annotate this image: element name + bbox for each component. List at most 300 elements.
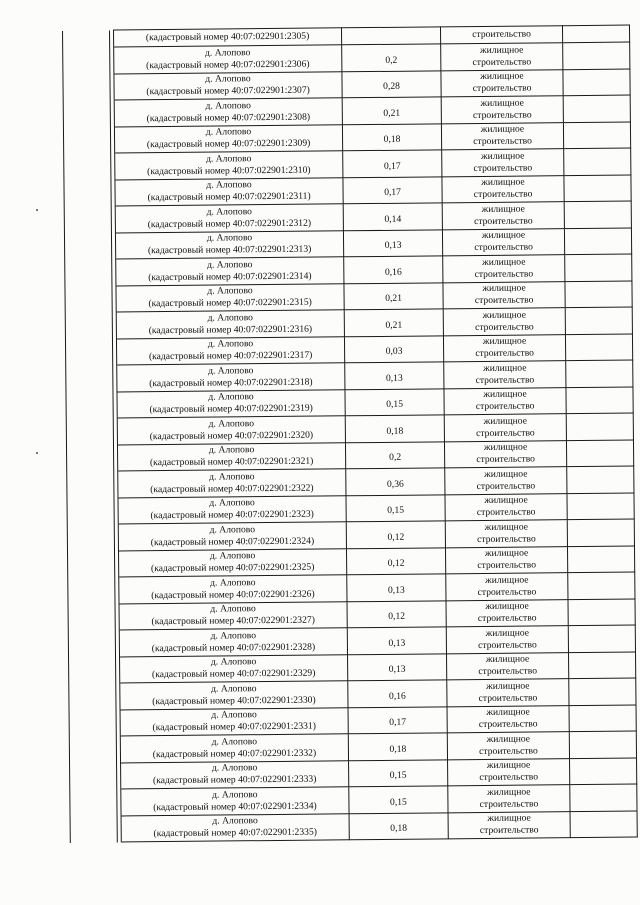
land-parcel-table xyxy=(62,25,638,843)
area-value: 0,18 xyxy=(383,134,401,146)
area-cell xyxy=(343,176,442,203)
parcel-number: (кадастровый номер 40:07:022901:2321) xyxy=(149,455,314,469)
area-cell xyxy=(344,335,443,362)
village-name: д. Алопово xyxy=(205,152,252,165)
area-cell xyxy=(344,256,443,283)
area-cell xyxy=(349,759,448,786)
location-cell xyxy=(120,707,348,736)
purpose-cell xyxy=(446,626,568,654)
empty-cell xyxy=(564,228,631,255)
purpose-line-2: строительство xyxy=(476,506,536,519)
area-cell xyxy=(348,680,447,707)
purpose-line-2: строительство xyxy=(479,745,538,757)
number-column-cell xyxy=(69,710,116,737)
area-value: 0,36 xyxy=(386,478,404,490)
purpose-cell xyxy=(442,175,564,203)
village-name: д. Алопово xyxy=(209,470,255,483)
area-value: 0,28 xyxy=(383,81,401,93)
purpose-line-2: строительство xyxy=(477,612,537,625)
village-name: д. Алопово xyxy=(210,656,257,668)
number-column-cell xyxy=(69,657,116,684)
purpose-line-1: жилищное xyxy=(479,44,524,56)
village-name: д. Алопово xyxy=(206,232,253,244)
empty-cell xyxy=(568,599,635,626)
purpose-cell xyxy=(445,493,567,521)
purpose-cell xyxy=(447,679,569,707)
empty-cell xyxy=(567,519,634,546)
purpose-cell xyxy=(442,228,564,256)
location-cell xyxy=(118,548,346,577)
area-value: 0,16 xyxy=(388,690,406,702)
location-cell xyxy=(121,760,349,789)
area-cell xyxy=(346,494,445,521)
number-column-cell xyxy=(65,339,112,366)
area-value: 0,21 xyxy=(383,107,401,119)
village-name: д. Алопово xyxy=(205,73,251,85)
location-cell xyxy=(114,98,342,127)
number-column-cell xyxy=(64,206,111,233)
village-name: д. Алопово xyxy=(205,99,251,112)
parcel-number: (кадастровый номер 40:07:022901:2327) xyxy=(151,614,315,628)
empty-cell xyxy=(564,148,631,175)
area-cell xyxy=(344,309,443,336)
parcel-number: (кадастровый номер 40:07:022901:2324) xyxy=(150,535,315,548)
empty-cell xyxy=(563,95,630,122)
number-column-cell xyxy=(63,74,110,101)
purpose-cell xyxy=(446,599,568,627)
parcel-number: (кадастровый номер 40:07:022901:2309) xyxy=(146,137,311,151)
purpose-line-2: строительство xyxy=(478,639,537,651)
purpose-line-2: строительство xyxy=(478,665,538,678)
area-value: 0,13 xyxy=(387,584,405,596)
purpose-line-2: строительство xyxy=(479,798,539,810)
number-column-cell xyxy=(70,816,117,843)
purpose-line-1: жилищное xyxy=(483,362,527,374)
number-column-cell xyxy=(66,445,113,472)
area-value: 0,21 xyxy=(385,292,403,305)
location-cell xyxy=(114,45,342,74)
empty-cell xyxy=(564,175,631,202)
number-column-cell xyxy=(70,789,117,816)
purpose-cell xyxy=(444,361,566,389)
parcel-number: (кадастровый номер 40:07:022901:2317) xyxy=(148,349,313,363)
number-column-cell xyxy=(69,736,116,763)
area-cell xyxy=(347,627,446,654)
location-cell xyxy=(118,495,346,524)
village-name: д. Алопово xyxy=(211,735,258,748)
purpose-line-2: строительство xyxy=(479,771,539,784)
number-column-cell xyxy=(67,498,114,525)
purpose-line-1: жилищное xyxy=(487,786,531,798)
empty-cell xyxy=(568,572,635,599)
parcel-number: (кадастровый номер 40:07:022901:2333) xyxy=(152,773,317,787)
purpose-line-1: жилищное xyxy=(482,282,526,295)
location-cell xyxy=(114,71,342,100)
empty-cell xyxy=(566,440,633,467)
village-name: д. Алопово xyxy=(211,709,257,721)
empty-cell xyxy=(569,731,636,758)
empty-cell xyxy=(567,466,634,493)
number-column-cell xyxy=(63,30,110,47)
purpose-line-2: строительство xyxy=(477,559,537,572)
purpose-cell xyxy=(443,281,565,309)
number-column-cell xyxy=(63,127,110,154)
area-value: 0,03 xyxy=(385,345,403,358)
area-cell xyxy=(341,27,440,45)
purpose-line-2: строительство xyxy=(473,162,533,174)
parcel-cell xyxy=(114,28,342,47)
purpose-line-2: строительство xyxy=(477,533,536,545)
empty-cell xyxy=(565,307,632,334)
purpose-line-1: жилищное xyxy=(480,70,524,83)
purpose-line-2: строительство xyxy=(475,347,534,360)
purpose-line-1: жилищное xyxy=(482,309,526,321)
village-name: д. Алопово xyxy=(209,497,255,509)
empty-cell xyxy=(569,705,636,732)
area-value: 0,16 xyxy=(384,266,402,278)
village-name: д. Алопово xyxy=(210,629,257,642)
empty-cell xyxy=(565,281,632,308)
area-value: 0,21 xyxy=(385,319,403,331)
purpose-line-1: жилищное xyxy=(481,229,526,242)
location-cell xyxy=(114,124,342,153)
purpose-line-2: строительство xyxy=(472,28,531,41)
village-name: д. Алопово xyxy=(205,126,252,138)
purpose-line-1: жилищное xyxy=(480,97,524,109)
purpose-cell xyxy=(443,255,565,283)
purpose-line-1: жилищное xyxy=(484,521,529,533)
area-value: 0,17 xyxy=(384,187,402,199)
parcel-number: (кадастровый номер 40:07:022901:2332) xyxy=(152,747,317,760)
empty-cell xyxy=(563,122,630,149)
empty-cell xyxy=(570,758,637,785)
village-name: д. Алопово xyxy=(209,523,256,536)
area-cell xyxy=(346,468,445,495)
location-cell xyxy=(118,522,346,551)
village-name: д. Алопово xyxy=(208,444,255,456)
empty-cell xyxy=(563,42,630,69)
empty-cell xyxy=(568,652,635,679)
purpose-line-1: жилищное xyxy=(480,150,525,162)
empty-cell xyxy=(567,493,634,520)
empty-cell xyxy=(570,811,637,838)
number-column-cell xyxy=(68,577,115,604)
purpose-line-2: строительство xyxy=(472,56,532,68)
purpose-cell xyxy=(447,705,569,733)
purpose-line-1: жилищное xyxy=(484,494,528,507)
village-name: д. Алопово xyxy=(209,550,256,562)
purpose-line-1: жилищное xyxy=(482,335,527,348)
number-column-cell xyxy=(66,418,113,445)
village-name: д. Алопово xyxy=(210,576,256,589)
purpose-line-1: жилищное xyxy=(480,123,525,136)
area-value: 0,15 xyxy=(386,398,404,411)
parcel-number: (кадастровый номер 40:07:022901:2329) xyxy=(151,667,316,681)
location-cell xyxy=(120,734,348,763)
area-cell xyxy=(349,786,448,813)
purpose-line-1: жилищное xyxy=(486,759,531,772)
parcel-number: (кадастровый номер 40:07:022901:2316) xyxy=(148,323,313,336)
location-cell xyxy=(115,230,343,259)
area-value: 0,17 xyxy=(389,716,407,729)
location-cell xyxy=(120,654,348,683)
parcel-number: (кадастровый номер 40:07:022901:2323) xyxy=(150,508,314,522)
purpose-line-1: жилищное xyxy=(485,653,530,666)
location-cell xyxy=(115,151,343,180)
location-cell xyxy=(116,257,344,286)
purpose-line-1: жилищное xyxy=(485,574,529,586)
purpose-cell xyxy=(440,26,562,44)
area-value: 0,13 xyxy=(388,637,406,649)
area-cell xyxy=(342,70,441,97)
parcel-number: (кадастровый номер 40:07:022901:2313) xyxy=(147,243,312,257)
number-column-cell xyxy=(65,286,112,313)
purpose-line-2: строительство xyxy=(474,241,533,254)
parcel-number: (кадастровый номер 40:07:022901:2311) xyxy=(147,190,311,204)
number-column-cell xyxy=(65,312,112,339)
land-parcel-table-body xyxy=(63,25,638,842)
location-cell xyxy=(116,336,344,365)
parcel-number: (кадастровый номер 40:07:022901:2325) xyxy=(150,561,315,575)
purpose-line-2: строительство xyxy=(473,135,532,148)
purpose-line-2: строительство xyxy=(473,215,533,227)
village-name: д. Алопово xyxy=(208,364,254,377)
area-cell xyxy=(342,44,441,71)
parcel-number: (кадастровый номер 40:07:022901:2308) xyxy=(146,111,311,124)
empty-cell xyxy=(565,334,632,361)
number-column-cell xyxy=(68,604,115,631)
purpose-line-2: строительство xyxy=(472,109,532,121)
area-cell xyxy=(343,229,442,256)
purpose-line-2: строительство xyxy=(475,400,535,413)
village-name: д. Алопово xyxy=(211,682,257,695)
purpose-line-1: жилищное xyxy=(486,680,530,692)
empty-cell xyxy=(566,387,633,414)
location-cell xyxy=(118,469,346,498)
parcel-number: (кадастровый номер 40:07:022901:2312) xyxy=(147,217,312,230)
location-cell xyxy=(120,681,348,710)
purpose-cell xyxy=(441,69,563,97)
area-cell xyxy=(348,706,447,733)
area-value: 0,13 xyxy=(384,240,402,252)
purpose-cell xyxy=(448,785,570,813)
area-cell xyxy=(342,97,441,124)
number-column-cell xyxy=(66,392,113,419)
area-value: 0,2 xyxy=(385,54,398,66)
area-cell xyxy=(342,123,441,150)
purpose-line-2: строительство xyxy=(473,188,533,201)
purpose-line-1: жилищное xyxy=(484,468,528,480)
purpose-line-2: строительство xyxy=(474,294,534,307)
area-value: 0,15 xyxy=(389,796,407,808)
empty-cell xyxy=(567,546,634,573)
purpose-line-1: жилищное xyxy=(485,600,529,613)
parcel-number: (кадастровый номер 40:07:022901:2322) xyxy=(150,482,314,495)
number-column-cell xyxy=(67,471,114,498)
area-cell xyxy=(345,362,444,389)
location-cell xyxy=(116,310,344,339)
number-column-cell xyxy=(69,683,116,710)
location-cell xyxy=(115,177,343,206)
purpose-cell xyxy=(441,43,563,71)
area-cell xyxy=(345,441,444,468)
purpose-cell xyxy=(444,387,566,415)
empty-cell xyxy=(568,625,635,652)
empty-cell xyxy=(566,360,633,387)
location-cell xyxy=(115,204,343,233)
area-value: 0,13 xyxy=(385,372,403,384)
parcel-number: (кадастровый номер 40:07:022901:2318) xyxy=(149,376,313,389)
empty-cell xyxy=(562,25,629,43)
area-value: 0,12 xyxy=(388,610,406,623)
parcel-number: (кадастровый номер 40:07:022901:2328) xyxy=(151,641,316,654)
purpose-cell xyxy=(443,334,565,362)
area-cell xyxy=(347,600,446,627)
purpose-line-2: строительство xyxy=(476,453,536,466)
purpose-cell xyxy=(441,96,563,124)
village-name: д. Алопово xyxy=(208,391,254,403)
purpose-cell xyxy=(442,202,564,230)
parcel-number: (кадастровый номер 40:07:022901:2330) xyxy=(152,694,316,707)
purpose-line-2: строительство xyxy=(478,718,538,731)
village-name: д. Алопово xyxy=(206,179,252,191)
area-value: 0,12 xyxy=(387,531,405,543)
empty-cell xyxy=(565,254,632,281)
location-cell xyxy=(117,389,345,418)
purpose-line-1: жилищное xyxy=(483,415,528,427)
purpose-cell xyxy=(444,440,566,468)
empty-cell xyxy=(566,413,633,440)
parcel-number: (кадастровый номер 40:07:022901:2335) xyxy=(153,826,317,840)
location-cell xyxy=(117,416,345,445)
number-column-cell xyxy=(66,365,113,392)
area-value: 0,13 xyxy=(388,663,406,676)
parcel-number: (кадастровый номер 40:07:022901:2310) xyxy=(147,164,311,177)
parcel-number: (кадастровый номер 40:07:022901:2326) xyxy=(151,588,315,601)
area-cell xyxy=(343,203,442,230)
scan-speck xyxy=(36,209,38,211)
empty-cell xyxy=(570,784,637,811)
area-value: 0,18 xyxy=(386,425,404,437)
purpose-cell xyxy=(445,546,567,574)
purpose-cell xyxy=(447,732,569,760)
village-name: д. Алопово xyxy=(206,205,252,218)
area-cell xyxy=(349,812,448,839)
parcel-number: (кадастровый номер 40:07:022901:2305) xyxy=(145,30,310,44)
purpose-line-2: строительство xyxy=(477,586,537,598)
purpose-cell xyxy=(441,122,563,150)
area-cell xyxy=(345,415,444,442)
location-cell xyxy=(119,601,347,630)
area-value: 0,2 xyxy=(389,452,402,464)
number-column-cell xyxy=(65,259,112,286)
village-name: д. Алопово xyxy=(211,762,258,774)
village-name: д. Алопово xyxy=(207,338,254,350)
village-name: д. Алопово xyxy=(207,311,254,324)
purpose-line-2: строительство xyxy=(478,692,538,704)
area-cell xyxy=(346,521,445,548)
location-cell xyxy=(121,787,349,816)
purpose-cell xyxy=(448,758,570,786)
village-name: д. Алопово xyxy=(207,258,253,271)
empty-cell xyxy=(564,201,631,228)
area-cell xyxy=(344,282,443,309)
parcel-number: (кадастровый номер 40:07:022901:2331) xyxy=(152,720,316,734)
area-cell xyxy=(346,547,445,574)
location-cell xyxy=(117,363,345,392)
location-cell xyxy=(116,283,344,312)
area-value: 0,18 xyxy=(390,822,408,835)
purpose-cell xyxy=(444,414,566,442)
village-name: д. Алопово xyxy=(210,603,256,615)
parcel-number: (кадастровый номер 40:07:022901:2315) xyxy=(148,296,312,310)
purpose-line-2: строительство xyxy=(475,321,534,333)
number-column-cell xyxy=(64,153,111,180)
purpose-line-2: строительство xyxy=(476,427,535,439)
purpose-cell xyxy=(445,520,567,548)
area-cell xyxy=(343,150,442,177)
village-name: д. Алопово xyxy=(212,815,258,827)
purpose-line-1: жилищное xyxy=(486,733,531,745)
parcel-number: (кадастровый номер 40:07:022901:2319) xyxy=(149,402,313,416)
purpose-cell xyxy=(447,652,569,680)
purpose-line-1: жилищное xyxy=(486,706,530,719)
location-cell xyxy=(117,442,345,471)
empty-cell xyxy=(563,69,630,96)
purpose-line-1: жилищное xyxy=(483,388,527,401)
village-name: д. Алопово xyxy=(208,417,255,430)
purpose-line-2: строительство xyxy=(479,824,539,837)
scan-speck xyxy=(36,452,38,454)
area-value: 0,15 xyxy=(387,504,405,517)
purpose-cell xyxy=(446,573,568,601)
location-cell xyxy=(121,813,349,842)
parcel-number: (кадастровый номер 40:07:022901:2334) xyxy=(153,800,317,813)
location-cell xyxy=(119,575,347,604)
number-column-cell xyxy=(63,47,110,74)
area-cell xyxy=(347,574,446,601)
parcel-number: (кадастровый номер 40:07:022901:2307) xyxy=(146,84,310,98)
number-column-cell xyxy=(64,233,111,260)
purpose-line-1: жилищное xyxy=(483,441,528,454)
area-cell xyxy=(348,653,447,680)
purpose-line-1: жилищное xyxy=(485,627,530,639)
table-row xyxy=(70,811,637,843)
location-cell xyxy=(119,628,347,657)
parcel-number: (кадастровый номер 40:07:022901:2306) xyxy=(146,58,310,71)
area-value: 0,15 xyxy=(389,769,407,782)
purpose-cell xyxy=(445,467,567,495)
number-column-cell xyxy=(70,763,117,790)
purpose-line-2: строительство xyxy=(474,268,534,280)
purpose-line-2: строительство xyxy=(475,374,535,386)
area-cell xyxy=(348,733,447,760)
land-parcel-table-sheet xyxy=(62,25,638,843)
parcel-number: (кадастровый номер 40:07:022901:2314) xyxy=(148,270,312,283)
purpose-cell xyxy=(448,811,570,839)
village-name: д. Алопово xyxy=(207,285,253,297)
purpose-line-1: жилищное xyxy=(481,256,526,268)
purpose-cell xyxy=(442,149,564,177)
area-value: 0,17 xyxy=(383,160,401,172)
area-value: 0,14 xyxy=(384,213,402,225)
village-name: д. Алопово xyxy=(212,788,258,801)
parcel-number: (кадастровый номер 40:07:022901:2320) xyxy=(149,429,314,442)
empty-cell xyxy=(569,678,636,705)
purpose-line-1: жилищное xyxy=(481,176,525,189)
area-value: 0,12 xyxy=(387,557,405,570)
village-name: д. Алопово xyxy=(204,46,251,59)
